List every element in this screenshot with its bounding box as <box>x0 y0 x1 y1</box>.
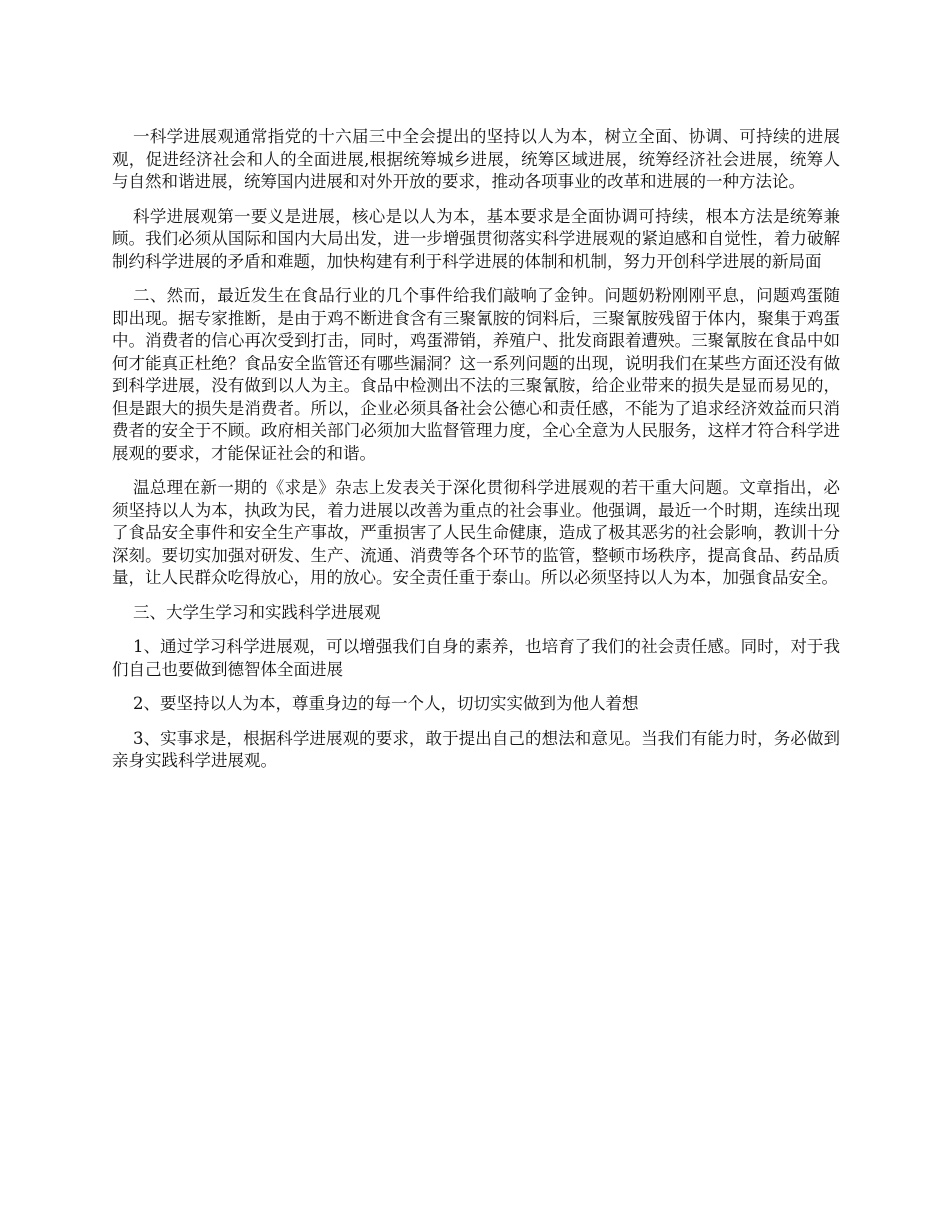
list-item-1: 1、通过学习科学进展观，可以增强我们自身的素养，也培育了我们的社会责任感。同时，对于我们自己也要做到德智体全面进展 <box>112 637 840 679</box>
list-item-3: 3、实事求是，根据科学进展观的要求，敢于提出自己的想法和意见。当我们有能力时，务必做到亲身实践科学进展观。 <box>112 728 840 770</box>
list-item-2: 2、要坚持以人为本，尊重身边的每一个人，切切实实做到为他人着想 <box>133 694 639 713</box>
paragraph-section-two-food-safety: 二、然而，最近发生在食品行业的几个事件给我们敲响了金钟。问题奶粉刚刚平息，问题鸡蛋随即出现。据专家推断，是由于鸡不断进食含有三聚氰胺的饲料后，三聚氰胺残留于体内，聚集于鸡蛋中。消费者的信心再次受到打击，同时，鸡蛋滞销，养殖户、批发商跟着遭殃。三聚氰胺在食品中如何才能真正杜绝？食品安全监管还有哪些漏洞？这一系列问题的出现，说明我们在某些方面还没有做到科学进展，没有做到以人为主。食品中检测出不法的三聚氰胺，给企业带来的损失是显而易见的，但是跟大的损失是消费者。所以，企业必须具备社会公德心和责任感，不能为了追求经济效益而只消费者的安全于不顾。政府相关部门必须加大监督管理力度，全心全意为人民服务，这样才符合科学进展观的要求，才能保证社会的和谐。 <box>112 286 840 463</box>
section-three-heading: 三、大学生学习和实践科学进展观 <box>133 602 381 622</box>
document-body <box>112 126 840 785</box>
paragraph-intro-definition: 一科学进展观通常指党的十六届三中全会提出的坚持以人为本，树立全面、协调、可持续的进展观，促进经济社会和人的全面进展,根据统筹城乡进展，统筹区域进展，统筹经济社会进展，统筹人与自然和谐进展，统筹国内进展和对外开放的要求，推动各项事业的改革和进展的一种方法论。 <box>112 127 840 191</box>
paragraph-first-essence: 科学进展观第一要义是进展，核心是以人为本，基本要求是全面协调可持续，根本方法是统筹兼顾。我们必须从国际和国内大局出发，进一步增强贯彻落实科学进展观的紧迫感和自觉性，着力破解制约科学进展的矛盾和难题，加快构建有利于科学进展的体制和机制，努力开创科学进展的新局面 <box>112 206 840 271</box>
paragraph-premier-qiushi: 温总理在新一期的《求是》杂志上发表关于深化贯彻科学进展观的若干重大问题。文章指出，必须坚持以人为本，执政为民，着力进展以改善为重点的社会事业。他强调，最近一个时期，连续出现了食品安全事件和安全生产事故，严重损害了人民生命健康，造成了极其恶劣的社会影响，教训十分深刻。要切实加强对研发、生产、流通、消费等各个环节的监管，整顿市场秩序，提高食品、药品质量，让人民群众吃得放心，用的放心。安全责任重于泰山。所以必须坚持以人为本，加强食品安全。 <box>112 478 840 587</box>
